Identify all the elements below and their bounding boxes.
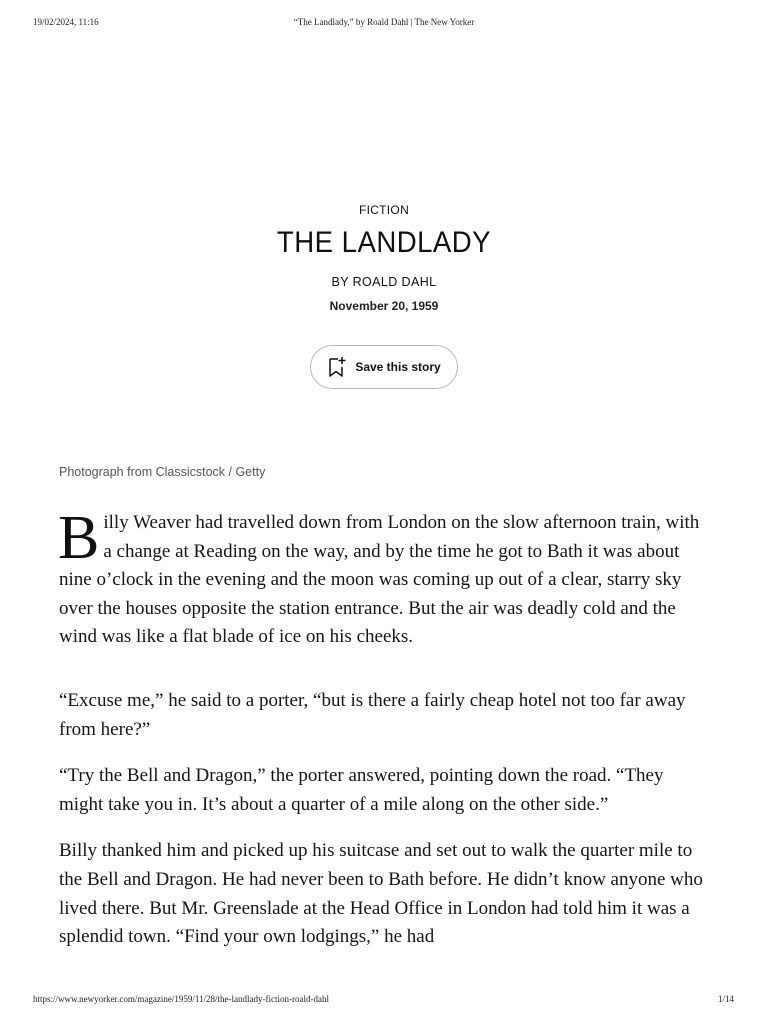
paragraph [58, 504, 709, 652]
print-url[interactable]: https://www.newyorker.com/magazine/1959/11/28/the-landlady-fiction-roald-dahl [33, 994, 330, 1004]
print-footer [0, 994, 768, 1006]
rubric-label[interactable]: FICTION [358, 203, 410, 217]
byline[interactable]: BY ROALD DAHL [331, 275, 437, 289]
drop-cap: B [58, 504, 100, 572]
publication-date: November 20, 1959 [329, 299, 439, 313]
bookmark-plus-icon [327, 356, 347, 378]
paragraph-text: illy Weaver had travelled down from London on the slow afternoon train, with a change at Reading on the way, and by the time he got to Bath it was about nine o’clock in the evening and the moon was coming up out of a clear, starry sky over the houses opposite the station entrance. But the air was deadly cold and the wind was like a flat blade of ice on his cheeks. [59, 512, 700, 648]
page-counter: 1/14 [717, 994, 734, 1004]
print-header [0, 17, 768, 29]
print-page-title: “The Landlady,” by Roald Dahl | The New Yorker [293, 17, 475, 27]
paragraph: “Excuse me,” he said to a porter, “but is there a fairly cheap hotel not too far away from here?” [59, 689, 686, 740]
paragraph: Billy thanked him and picked up his suitcase and set out to walk the quarter mile to the Bell and Dragon. He had never been to Bath before. He didn’t know anyone who lived there. But Mr. Greenslade at the Head Office in London had told him it was a splendid town. “Find your own lodgings,” he had [59, 840, 703, 948]
save-story-button[interactable] [310, 345, 458, 389]
article-body [58, 504, 709, 970]
paragraph: “Try the Bell and Dragon,” the porter answered, pointing down the road. “They might take you in. It’s about a quarter of a mile along on the other side.” [59, 765, 664, 815]
print-datetime: 19/02/2024, 11:16 [33, 17, 99, 27]
article-title: THE LANDLADY [276, 226, 492, 259]
save-story-label: Save this story [355, 360, 441, 374]
photo-credit: Photograph from Classicstock / Getty [59, 465, 266, 479]
